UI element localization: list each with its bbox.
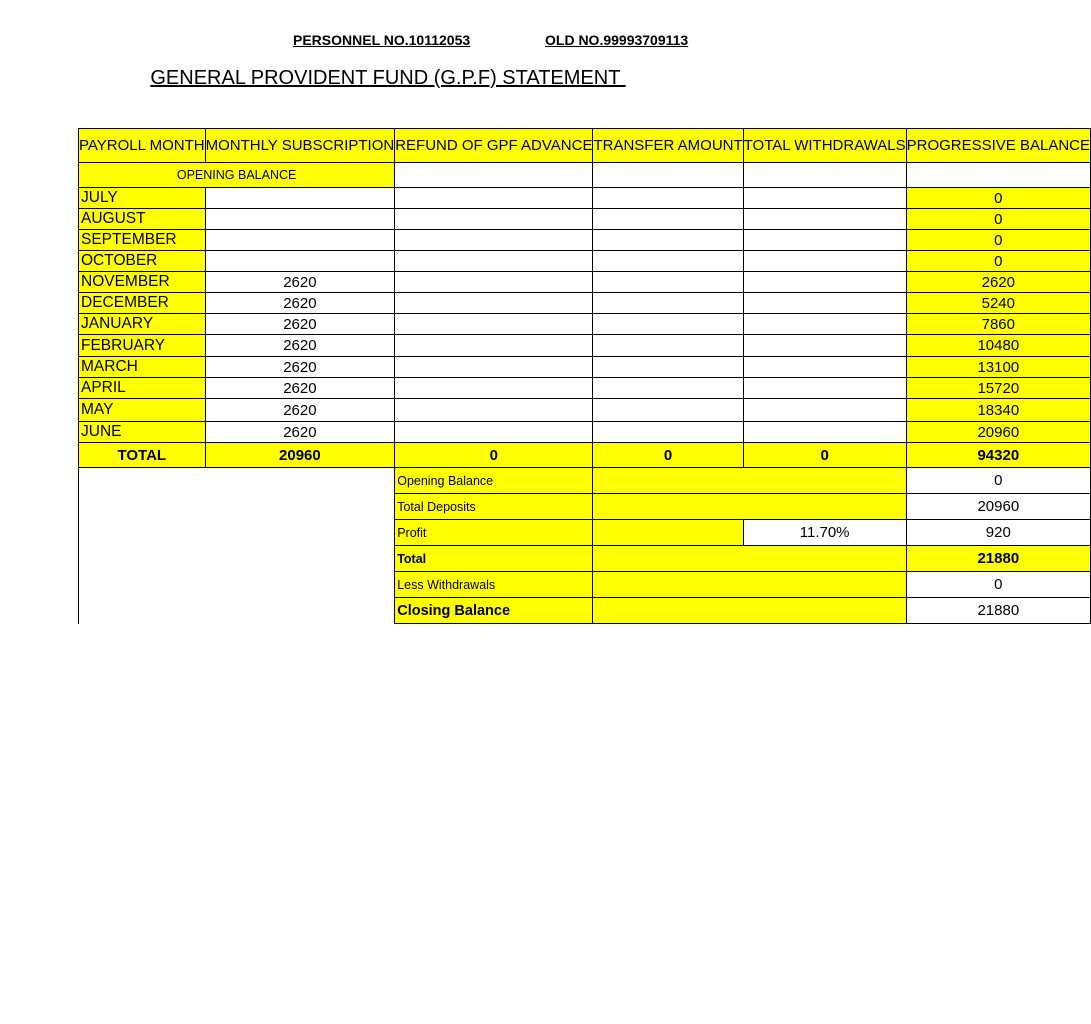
transfer-cell [593, 335, 743, 357]
subscription-cell: 2620 [205, 399, 395, 422]
subscription-cell: 2620 [205, 422, 395, 443]
transfer-cell [593, 272, 743, 293]
withdrawals-cell [743, 422, 906, 443]
month-cell: DECEMBER [79, 293, 206, 314]
refund-cell [395, 422, 593, 443]
subscription-cell: 2620 [205, 272, 395, 293]
column-header-refund-of-gpf-advance: REFUND OF GPF ADVANCE [395, 129, 593, 163]
month-cell: NOVEMBER [79, 272, 206, 293]
summary-value: 21880 [906, 598, 1090, 624]
month-cell: OCTOBER [79, 251, 206, 272]
gpf-statement-table [78, 128, 1091, 624]
column-header-total-withdrawals: TOTAL WITHDRAWALS [743, 129, 906, 163]
summary-label: Closing Balance [395, 598, 593, 624]
table-row [79, 188, 1091, 209]
subscription-cell: 2620 [205, 378, 395, 399]
totals-balance: 94320 [906, 443, 1090, 468]
transfer-cell [593, 209, 743, 230]
old-number: OLD NO.99993709113 [545, 32, 689, 48]
withdrawals-cell [743, 314, 906, 335]
month-cell: APRIL [79, 378, 206, 399]
withdrawals-cell [743, 378, 906, 399]
profit-rate: 11.70% [743, 520, 906, 546]
transfer-cell [593, 399, 743, 422]
transfer-cell [593, 378, 743, 399]
balance-cell: 13100 [906, 357, 1090, 378]
subscription-cell [205, 188, 395, 209]
transfer-cell [593, 422, 743, 443]
opening-balance-label: OPENING BALANCE [79, 163, 395, 188]
refund-cell [395, 357, 593, 378]
totals-refund: 0 [395, 443, 593, 468]
column-header-progressive-balance: PROGRESSIVE BALANCE [906, 129, 1090, 163]
subscription-cell [205, 251, 395, 272]
refund-cell [395, 293, 593, 314]
subscription-cell: 2620 [205, 357, 395, 378]
balance-cell: 0 [906, 188, 1090, 209]
table-row [79, 230, 1091, 251]
month-cell: MAY [79, 399, 206, 422]
transfer-cell [593, 357, 743, 378]
column-header-transfer-amount: TRANSFER AMOUNT [593, 129, 743, 163]
totals-row [79, 443, 1091, 468]
summary-value: 21880 [906, 546, 1090, 572]
withdrawals-cell [743, 335, 906, 357]
table-row [79, 399, 1091, 422]
summary-value: 0 [906, 572, 1090, 598]
month-cell: JULY [79, 188, 206, 209]
table-row [79, 378, 1091, 399]
table-row [79, 293, 1091, 314]
page-title: GENERAL PROVIDENT FUND (G.P.F) STATEMENT [150, 67, 621, 89]
summary-label: Opening Balance [395, 468, 593, 494]
totals-transfer: 0 [593, 443, 743, 468]
balance-cell: 20960 [906, 422, 1090, 443]
summary-label: Less Withdrawals [395, 572, 593, 598]
balance-cell: 7860 [906, 314, 1090, 335]
refund-cell [395, 399, 593, 422]
subscription-cell: 2620 [205, 314, 395, 335]
transfer-cell [593, 230, 743, 251]
transfer-cell [593, 314, 743, 335]
withdrawals-cell [743, 357, 906, 378]
totals-label: TOTAL [79, 443, 206, 468]
subscription-cell [205, 230, 395, 251]
summary-label: Total [395, 546, 593, 572]
table-row [79, 422, 1091, 443]
refund-cell [395, 188, 593, 209]
withdrawals-cell [743, 399, 906, 422]
transfer-cell [593, 293, 743, 314]
personnel-number: PERSONNEL NO.10112053 [293, 32, 471, 48]
table-row [79, 335, 1091, 357]
balance-cell: 15720 [906, 378, 1090, 399]
refund-cell [395, 230, 593, 251]
summary-blank-area [79, 468, 395, 624]
table-row [79, 314, 1091, 335]
month-cell: JUNE [79, 422, 206, 443]
refund-cell [395, 272, 593, 293]
subscription-cell: 2620 [205, 335, 395, 357]
transfer-cell [593, 251, 743, 272]
month-cell: MARCH [79, 357, 206, 378]
withdrawals-cell [743, 251, 906, 272]
month-cell: AUGUST [79, 209, 206, 230]
balance-cell: 5240 [906, 293, 1090, 314]
month-cell: FEBRUARY [79, 335, 206, 357]
summary-value: 20960 [906, 494, 1090, 520]
summary-value: 0 [906, 468, 1090, 494]
opening-balance-row [79, 163, 1091, 188]
summary-label: Total Deposits [395, 494, 593, 520]
withdrawals-cell [743, 209, 906, 230]
table-row [79, 357, 1091, 378]
balance-cell: 0 [906, 230, 1090, 251]
balance-cell: 18340 [906, 399, 1090, 422]
totals-subscription: 20960 [205, 443, 395, 468]
refund-cell [395, 314, 593, 335]
balance-cell: 10480 [906, 335, 1090, 357]
subscription-cell: 2620 [205, 293, 395, 314]
totals-withdrawals: 0 [743, 443, 906, 468]
balance-cell: 2620 [906, 272, 1090, 293]
table-row [79, 251, 1091, 272]
month-cell: JANUARY [79, 314, 206, 335]
summary-label: Profit [395, 520, 593, 546]
summary-value: 920 [906, 520, 1090, 546]
subscription-cell [205, 209, 395, 230]
table-row [79, 272, 1091, 293]
refund-cell [395, 251, 593, 272]
transfer-cell [593, 188, 743, 209]
refund-cell [395, 378, 593, 399]
summary-row-opening-balance [79, 468, 1091, 494]
column-header-payroll-month: PAYROLL MONTH [79, 129, 206, 163]
balance-cell: 0 [906, 209, 1090, 230]
balance-cell: 0 [906, 251, 1090, 272]
refund-cell [395, 335, 593, 357]
table-header-row [79, 129, 1091, 163]
month-cell: SEPTEMBER [79, 230, 206, 251]
table-row [79, 209, 1091, 230]
refund-cell [395, 209, 593, 230]
withdrawals-cell [743, 293, 906, 314]
withdrawals-cell [743, 188, 906, 209]
withdrawals-cell [743, 272, 906, 293]
column-header-monthly-subscription: MONTHLY SUBSCRIPTION [205, 129, 395, 163]
withdrawals-cell [743, 230, 906, 251]
